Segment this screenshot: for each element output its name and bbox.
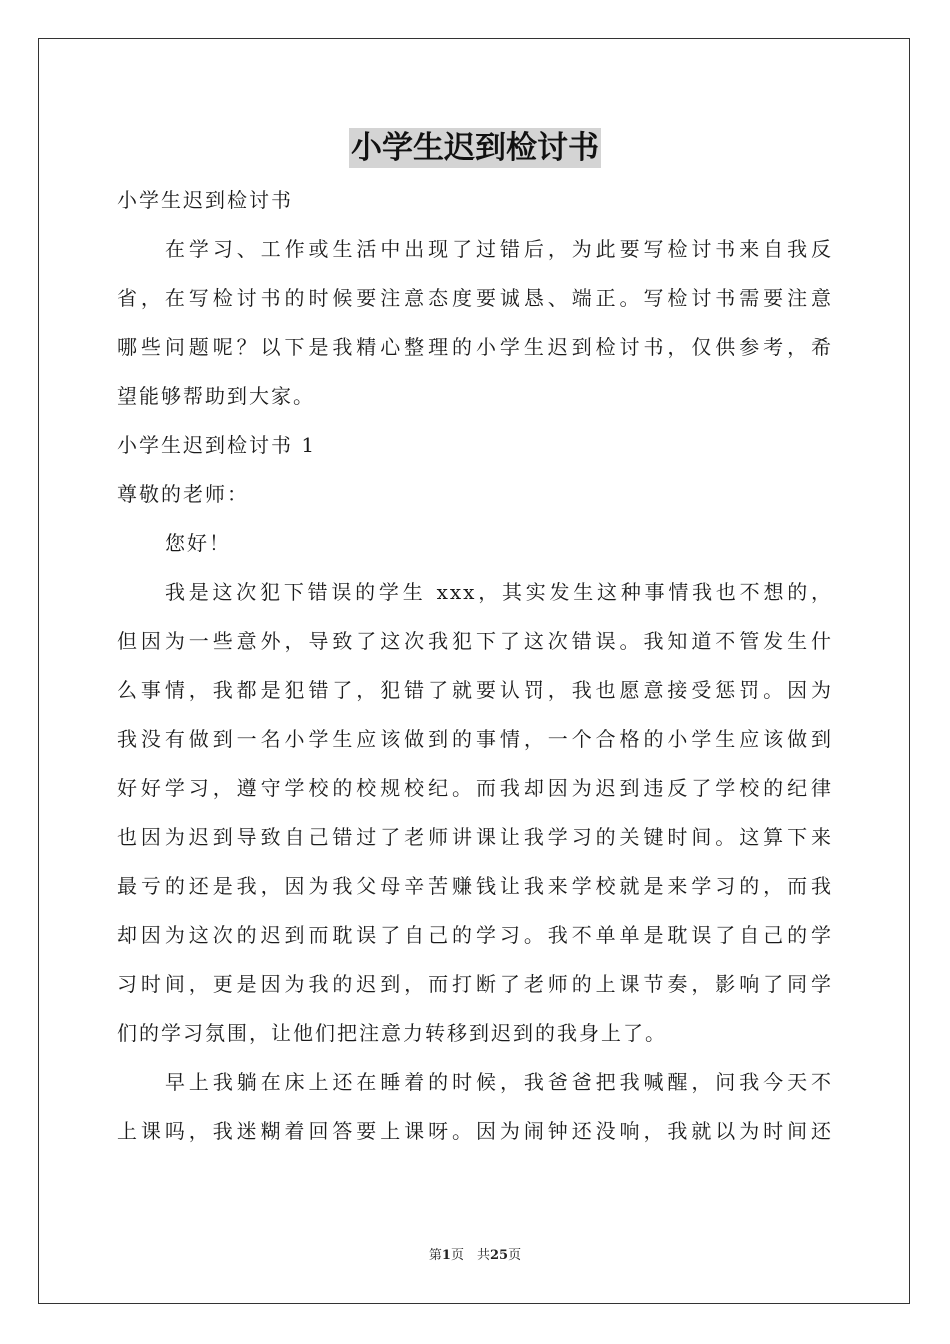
document-body [117, 176, 833, 1156]
intro-line: 望能够帮助到大家。 [117, 384, 315, 408]
paragraph-line: 却因为这次的迟到而耽误了自己的学习。我不单单是耽误了自己的学 [117, 923, 833, 947]
paragraph-line: 早上我躺在床上还在睡着的时候，我爸爸把我喊醒，问我今天不 [165, 1070, 833, 1094]
document-title: 小学生迟到检讨书 [351, 130, 599, 166]
page-label-prefix: 第 [428, 1248, 442, 1263]
paragraph-line: 么事情，我都是犯错了，犯错了就要认罚，我也愿意接受惩罚。因为 [117, 678, 833, 702]
greeting: 您好！ [165, 531, 231, 555]
paragraph-line: 但因为一些意外，导致了这次我犯下了这次错误。我知道不管发生什 [117, 629, 833, 653]
section-heading: 小学生迟到检讨书 1 [117, 433, 317, 457]
current-page-number: 1 [441, 1248, 451, 1263]
paragraph-line: 们的学习氛围，让他们把注意力转移到迟到的我身上了。 [117, 1021, 667, 1045]
page-label-suffix: 页 [508, 1248, 522, 1263]
paragraph-line: 上课吗，我迷糊着回答要上课呀。因为闹钟还没响，我就以为时间还 [117, 1119, 833, 1143]
total-page-count: 25 [489, 1248, 509, 1263]
paragraph-line: 最亏的还是我，因为我父母辛苦赚钱让我来学校就是来学习的，而我 [117, 874, 833, 898]
paragraph-line: 我是这次犯下错误的学生 xxx，其实发生这种事情我也不想的， [165, 580, 833, 604]
page-footer [0, 1247, 950, 1265]
paragraph-line: 也因为迟到导致自己错过了老师讲课让我学习的关键时间。这算下来 [117, 825, 833, 849]
page-label-mid: 页 共 [450, 1248, 490, 1263]
intro-line: 在学习、工作或生活中出现了过错后，为此要写检讨书来自我反 [165, 237, 833, 261]
intro-line: 哪些问题呢？以下是我精心整理的小学生迟到检讨书，仅供参考，希 [117, 335, 833, 359]
paragraph-line: 我没有做到一名小学生应该做到的事情，一个合格的小学生应该做到 [117, 727, 833, 751]
paragraph-line: 好好学习，遵守学校的校规校纪。而我却因为迟到违反了学校的纪律 [117, 776, 833, 800]
document-subtitle: 小学生迟到检讨书 [117, 188, 293, 212]
salutation: 尊敬的老师： [117, 482, 249, 506]
title-wrap [0, 128, 950, 168]
intro-line: 省，在写检讨书的时候要注意态度要诚恳、端正。写检讨书需要注意 [117, 286, 833, 310]
paragraph-line: 习时间，更是因为我的迟到，而打断了老师的上课节奏，影响了同学 [117, 972, 833, 996]
